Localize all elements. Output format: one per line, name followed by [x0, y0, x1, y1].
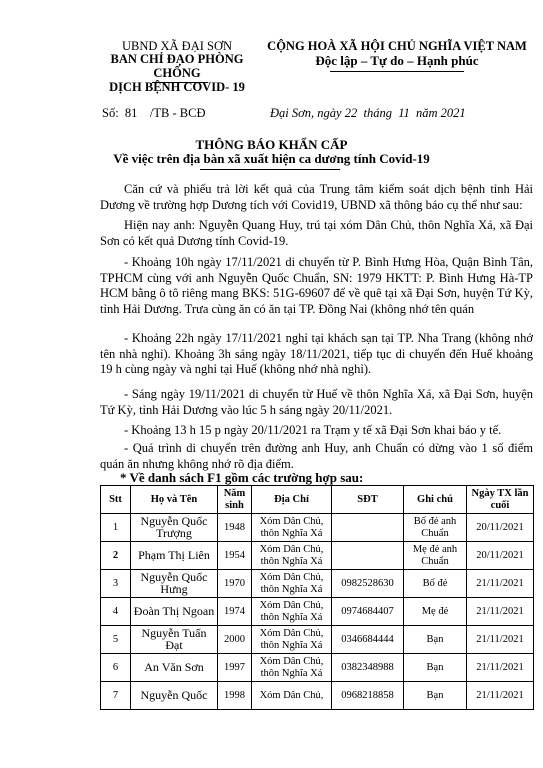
table-row: [101, 654, 534, 682]
document-date: Đại Sơn, ngày 22 tháng 11 năm 2021: [270, 106, 466, 120]
cell-name: Nguyễn Quốc Trượng: [131, 514, 218, 542]
table-row: [101, 682, 534, 710]
committee-name: [92, 52, 262, 94]
cell-birth-year: 1948: [218, 514, 252, 542]
nation-title: CỘNG HOÀ XÃ HỘI CHỦ NGHĨA VIỆT NAM: [267, 39, 527, 53]
cell-phone: [332, 542, 404, 570]
notice-subtitle: Về việc trên địa bàn xã xuất hiện ca dương tính Covid-19: [113, 151, 430, 166]
cell-note: Mẹ đẻ anh Chuẩn: [404, 542, 467, 570]
paragraph-case: Hiện nay anh: Nguyễn Quang Huy, trú tại xóm Dân Chủ, thôn Nghĩa Xá, xã Đại Sơn có kết quả Dương tính Covid-19.: [100, 218, 533, 248]
header-note: Ghi chú: [404, 486, 467, 514]
f1-table: [100, 485, 534, 710]
paragraph-travel-2: - Khoảng 22h ngày 17/11/2021 nghỉ tại khách sạn tại TP. Nha Trang (không nhớ tên nhà nghỉ). Khoảng 3h sáng ngày 18/11/2021, tiếp tục di chuyển đến Huế khoảng 19 h cùng ngày và nghỉ tại Huế (không nhớ nhà nghỉ).: [100, 331, 533, 376]
notice-title: THÔNG BÁO KHẨN CẤP: [195, 137, 348, 152]
cell-name: Nguyễn Quốc: [131, 682, 218, 710]
cell-note: Bố đẻ anh Chuẩn: [404, 514, 467, 542]
cell-stt: 7: [101, 682, 131, 710]
cell-last-contact: 21/11/2021: [467, 570, 534, 598]
cell-address: Xóm Dân Chủ, thôn Nghĩa Xá: [252, 514, 332, 542]
cell-last-contact: 21/11/2021: [467, 654, 534, 682]
cell-name: Đoàn Thị Ngoan: [131, 598, 218, 626]
cell-stt: 1: [101, 514, 131, 542]
paragraph-basis: Căn cứ và phiếu trả lời kết quả của Trung tâm kiểm soát dịch bệnh tỉnh Hải Dương về trường hợp Dương tích với Covid19, UBND xã thông báo cụ thể như sau:: [100, 182, 533, 212]
document-number: Số: 81 /TB - BCĐ: [102, 106, 206, 120]
cell-note: Bạn: [404, 626, 467, 654]
title-underline: [200, 169, 340, 170]
org-name: UBND XÃ ĐẠI SƠN: [121, 39, 233, 53]
cell-name: Nguyễn Quốc Hưng: [131, 570, 218, 598]
cell-note: Mẹ đẻ: [404, 598, 467, 626]
cell-stt: 5: [101, 626, 131, 654]
cell-name: Nguyễn Tuấn Đạt: [131, 626, 218, 654]
header-address: Địa Chỉ: [252, 486, 332, 514]
motto: Độc lập – Tự do – Hạnh phúc: [315, 53, 479, 68]
committee-line2: DỊCH BỆNH COVID- 19: [109, 80, 245, 94]
cell-birth-year: 1974: [218, 598, 252, 626]
cell-birth-year: 1998: [218, 682, 252, 710]
cell-stt: 6: [101, 654, 131, 682]
header-last-contact: Ngày TX lần cuối: [467, 486, 534, 514]
paragraph-travel-4: - Khoảng 13 h 15 p ngày 20/11/2021 ra Trạm y tế xã Đại Sơn khai báo y tế.: [124, 423, 502, 437]
cell-name: Phạm Thị Liên: [131, 542, 218, 570]
cell-birth-year: 1997: [218, 654, 252, 682]
paragraph-travel-5: - Quá trình di chuyển trên đường anh Huy, anh Chuẩn có dừng vào 1 số điểm quán ăn nhưng không nhớ rõ địa điểm.: [100, 441, 533, 471]
cell-name: An Văn Sơn: [131, 654, 218, 682]
cell-birth-year: 2000: [218, 626, 252, 654]
cell-last-contact: 21/11/2021: [467, 626, 534, 654]
header-stt: Stt: [101, 486, 131, 514]
cell-note: Bố đẻ: [404, 570, 467, 598]
cell-last-contact: 21/11/2021: [467, 598, 534, 626]
committee-line1: BAN CHỈ ĐẠO PHÒNG CHỐNG: [110, 52, 244, 80]
cell-phone: 0382348988: [332, 654, 404, 682]
cell-phone: 0982528630: [332, 570, 404, 598]
cell-last-contact: 20/11/2021: [467, 542, 534, 570]
cell-address: Xóm Dân Chủ, thôn Nghĩa Xá: [252, 570, 332, 598]
table-header-row: [101, 486, 534, 514]
table-row: [101, 542, 534, 570]
cell-birth-year: 1970: [218, 570, 252, 598]
cell-phone: 0974684407: [332, 598, 404, 626]
header-birth-year: Năm sinh: [218, 486, 252, 514]
cell-address: Xóm Dân Chủ, thôn Nghĩa Xá: [252, 626, 332, 654]
cell-note: Bạn: [404, 654, 467, 682]
table-row: [101, 514, 534, 542]
cell-address: Xóm Dân Chủ, thôn Nghĩa Xá: [252, 654, 332, 682]
cell-address: Xóm Dân Chủ, thôn Nghĩa Xá: [252, 598, 332, 626]
cell-birth-year: 1954: [218, 542, 252, 570]
paragraph-travel-3: - Sáng ngày 19/11/2021 di chuyển từ Huế về thôn Nghĩa Xá, xã Đại Sơn, huyện Tứ Kỳ, tỉnh Hải Dương vào lúc 5 h sáng ngày 20/11/2021.: [100, 387, 533, 417]
cell-stt: 3: [101, 570, 131, 598]
motto-underline: [330, 71, 464, 72]
cell-last-contact: 20/11/2021: [467, 514, 534, 542]
table-row: [101, 598, 534, 626]
cell-address: Xóm Dân Chủ, thôn Nghĩa Xá: [252, 542, 332, 570]
cell-last-contact: 21/11/2021: [467, 682, 534, 710]
f1-list-heading: * Về danh sách F1 gồm các trường hợp sau:: [120, 470, 364, 485]
header-phone: SĐT: [332, 486, 404, 514]
cell-note: Bạn: [404, 682, 467, 710]
cell-phone: [332, 514, 404, 542]
paragraph-travel-1: - Khoảng 10h ngày 17/11/2021 di chuyển từ P. Bình Hưng Hòa, Quận Bình Tân, TPHCM cùng với anh Nguyễn Quốc Chuẩn, SN: 1979 HKTT: P. Bình Hưng Hà-TP HCM bằng ô tô riêng mang BKS: 51G-69607 để về quê tại xã Đại Sơn, huyện Tứ Kỳ, tỉnh Hải Dương. Trưa cùng ăn có ăn tại TP. Đồng Nai (không nhớ tên quán: [100, 255, 533, 316]
header-name: Họ và Tên: [131, 486, 218, 514]
cell-address: Xóm Dân Chủ,: [252, 682, 332, 710]
cell-stt: 4: [101, 598, 131, 626]
cell-phone: 0346684444: [332, 626, 404, 654]
table-row: [101, 626, 534, 654]
org-underline: [152, 82, 208, 83]
cell-stt: 2: [101, 542, 131, 570]
table-row: [101, 570, 534, 598]
cell-phone: 0968218858: [332, 682, 404, 710]
